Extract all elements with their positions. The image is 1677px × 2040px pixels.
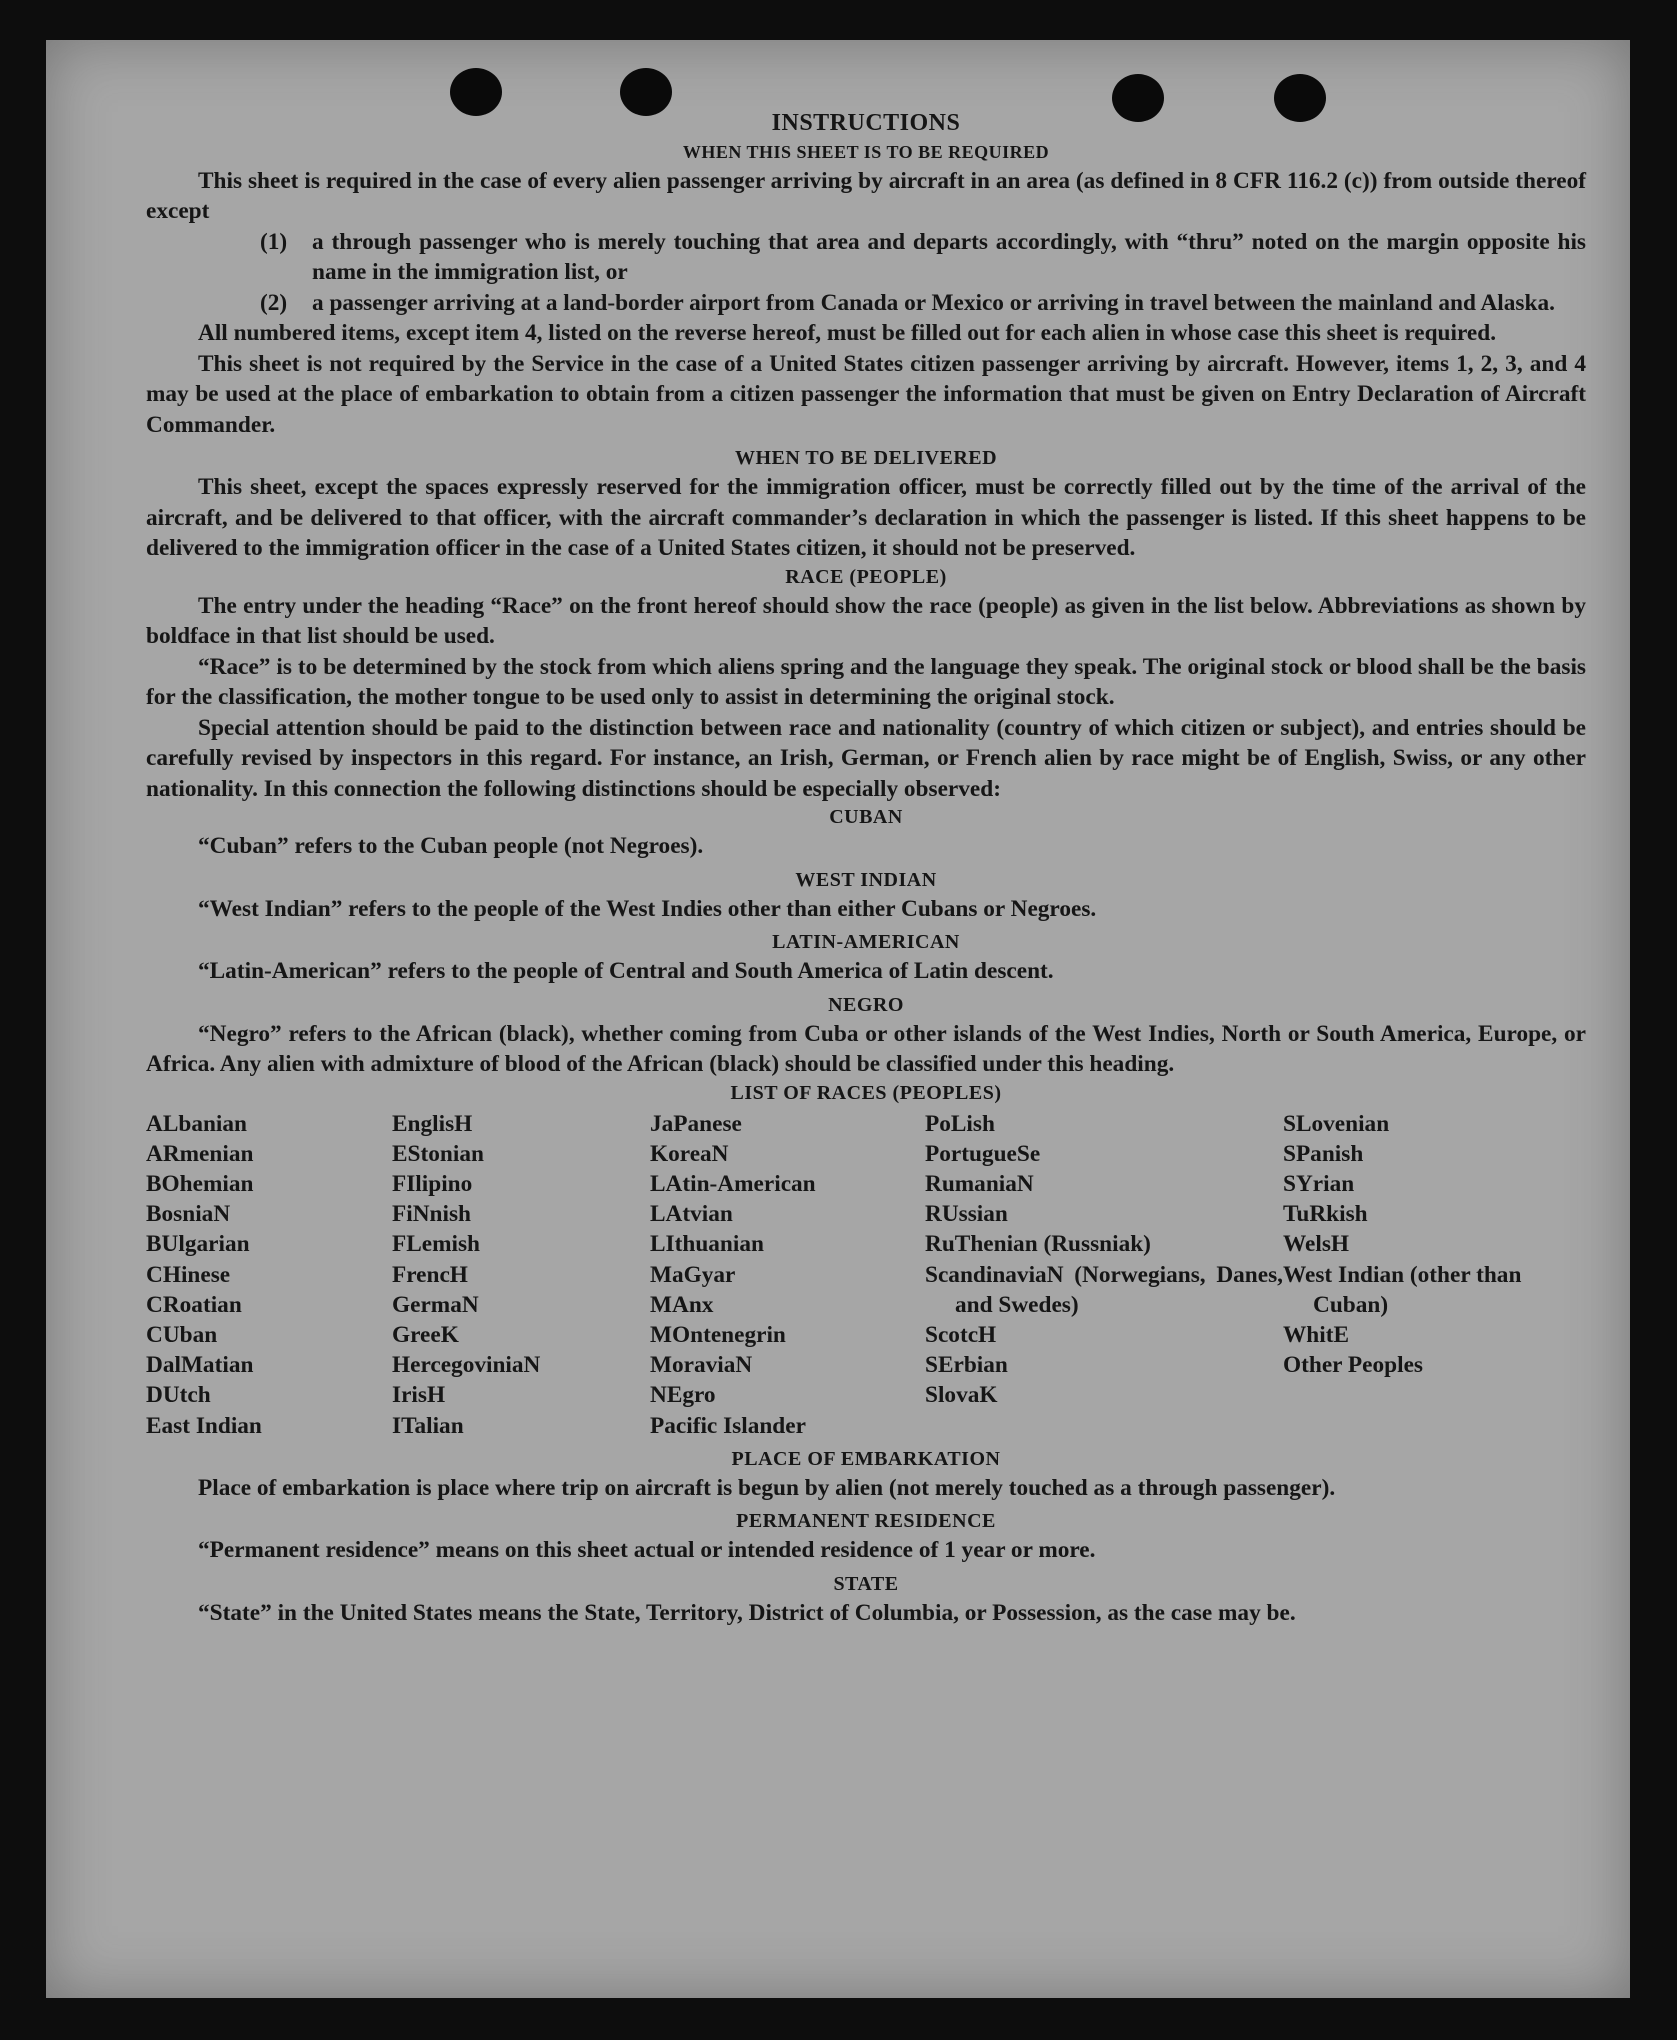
race-item: LAtvian [650,1201,733,1228]
instructions-body [146,108,1586,1628]
race-item: CUban [146,1321,218,1348]
paragraph: This sheet is required in the case of every alien passenger arriving by aircraft in an area (as defined in 8 CFR 116.2 (c)) from outside thereof except [146,167,1586,224]
race-item: SErbian [925,1352,1008,1379]
race-item: PoLish [925,1110,995,1137]
heading-when-delivered: WHEN TO BE DELIVERED [734,447,998,469]
race-column [925,1109,1283,1441]
document-page [46,40,1630,1998]
exception-number: (1) [260,228,288,255]
heading-list-of-races: LIST OF RACES (PEOPLES) [730,1081,1002,1104]
race-item: LAtin-American [650,1170,816,1197]
heading-negro: NEGRO [828,993,904,1016]
race-item: GreeK [392,1321,459,1348]
exception-item [260,227,1586,288]
heading-when-required: WHEN THIS SHEET IS TO BE REQUIRED [682,141,1050,162]
race-item: RuThenian (Russniak) [925,1231,1151,1258]
paragraph: The entry under the heading “Race” on the front hereof should show the race (people) as given in the list below. Abbreviations as shown by boldface in that list should be used. [146,592,1586,649]
race-item: WelsH [1283,1231,1350,1258]
paragraph: All numbered items, except item 4, listed on the reverse hereof, must be filled out for each alien in whose case this sheet is required. [198,320,1497,346]
race-item: SPanish [1283,1140,1364,1167]
race-item: Other Peoples [1283,1352,1423,1379]
paragraph: Special attention should be paid to the distinction between race and nationality (country of which citizen or subject), and entries should be carefully revised by inspectors in this regard. For instance, an Irish, German, or French alien by race might be of English, Swiss, or any other nationality. In this connection the following distinctions should be especially observed: [146,714,1586,802]
race-item: HercegoviniaN [392,1352,541,1379]
heading-state: STATE [833,1572,899,1595]
exception-number: (2) [260,289,288,316]
race-item: MoraviaN [650,1352,753,1379]
heading-west-indian: WEST INDIAN [795,868,937,891]
paragraph: “Permanent residence” means on this sheet actual or intended residence of 1 year or more. [198,1537,1096,1564]
race-item: PortugueSe [925,1140,1041,1167]
race-item: GermaN [392,1291,479,1318]
race-item: WhitE [1283,1321,1350,1348]
race-item: ScandinaviaN (Norwegians, Danes, and Swedes) [925,1261,1283,1318]
race-item: RumaniaN [925,1170,1034,1197]
race-item: JaPanese [650,1110,742,1137]
page-title: INSTRUCTIONS [771,110,961,136]
race-item: DUtch [146,1382,211,1409]
paragraph: This sheet is not required by the Service in the case of a United States citizen passenger arriving by aircraft. However, items 1, 2, 3, and 4 may be used at the place of embarkation to obtain from a citizen passenger the information that must be given on Entry Declaration of Aircraft Commander. [146,350,1586,438]
race-item: Pacific Islander [650,1412,806,1439]
race-item: ScotcH [925,1321,997,1348]
heading-place-of-embarkation: PLACE OF EMBARKATION [731,1447,1001,1470]
race-item: SLovenian [1283,1110,1390,1137]
heading-latin-american: LATIN-AMERICAN [772,931,960,953]
race-item: East Indian [146,1412,262,1439]
race-item: West Indian (other than Cuban) [1283,1261,1522,1318]
paragraph: “West Indian” refers to the people of the West Indies other than either Cubans or Negroes. [198,895,1097,922]
paragraph: “State” in the United States means the State, Territory, District of Columbia, or Possession, as the case may be. [198,1599,1296,1626]
race-item: BOhemian [146,1170,254,1197]
exception-text: a through passenger who is merely touching that area and departs accordingly, with “thru” noted on the margin opposite his name in the immigration list, or [312,228,1586,285]
race-item: MOntenegrin [650,1321,786,1348]
race-item: CRoatian [146,1291,242,1318]
exception-item [260,288,1586,319]
race-item: BosniaN [146,1201,231,1228]
race-item: BUlgarian [146,1231,250,1258]
race-item: SYrian [1283,1170,1355,1197]
race-item: NEgro [650,1382,716,1409]
race-item: LIthuanian [650,1231,764,1258]
paragraph: “Race” is to be determined by the stock from which aliens spring and the language they speak. The original stock or blood shall be the basis for the classification, the mother tongue to be used only to assist in determining the original stock. [146,653,1586,710]
race-item: ITalian [392,1412,464,1439]
heading-race: RACE (PEOPLE) [785,565,947,588]
heading-permanent-residence: PERMANENT RESIDENCE [736,1510,996,1533]
race-list [146,1109,1586,1441]
race-item: MaGyar [650,1261,736,1288]
race-item: SlovaK [925,1382,998,1409]
race-column [392,1109,650,1441]
race-item: ALbanian [146,1110,248,1137]
race-column [650,1109,925,1441]
race-item: EStonian [392,1140,484,1167]
race-column [146,1109,392,1441]
paragraph: Place of embarkation is place where trip on aircraft is begun by alien (not merely touched as a through passenger). [198,1474,1336,1501]
race-item: MAnx [650,1291,714,1318]
heading-cuban: CUBAN [829,806,903,828]
paragraph: “Cuban” refers to the Cuban people (not Negroes). [198,833,704,859]
race-item: TuRkish [1283,1201,1368,1228]
race-item: FLemish [392,1231,481,1258]
race-item: RUssian [925,1201,1008,1228]
race-item: FiNnish [392,1201,471,1228]
race-item: FIlipino [392,1170,473,1197]
exception-text: a passenger arriving at a land-border airport from Canada or Mexico or arriving in travel between the mainland and Alaska. [312,289,1555,316]
race-item: DalMatian [146,1352,254,1379]
race-item: ARmenian [146,1140,254,1167]
race-item: FrencH [392,1261,468,1288]
paragraph: This sheet, except the spaces expressly reserved for the immigration officer, must be correctly filled out by the time of the arrival of the aircraft, and be delivered to that officer, with the aircraft commander’s declaration in which the passenger is listed. If this sheet happens to be delivered to the immigration officer in the case of a United States citizen, it should not be preserved. [146,474,1586,561]
race-item: EnglisH [392,1110,473,1137]
race-column [1283,1109,1533,1441]
race-item: IrisH [392,1382,446,1409]
paragraph: “Negro” refers to the African (black), whether coming from Cuba or other islands of the West Indies, North or South America, Europe, or Africa. Any alien with admixture of blood of the African (black) should be classified under this heading. [146,1020,1586,1077]
paragraph: “Latin-American” refers to the people of Central and South America of Latin descent. [198,958,1054,984]
race-item: KoreaN [650,1140,729,1167]
race-item: CHinese [146,1261,231,1288]
